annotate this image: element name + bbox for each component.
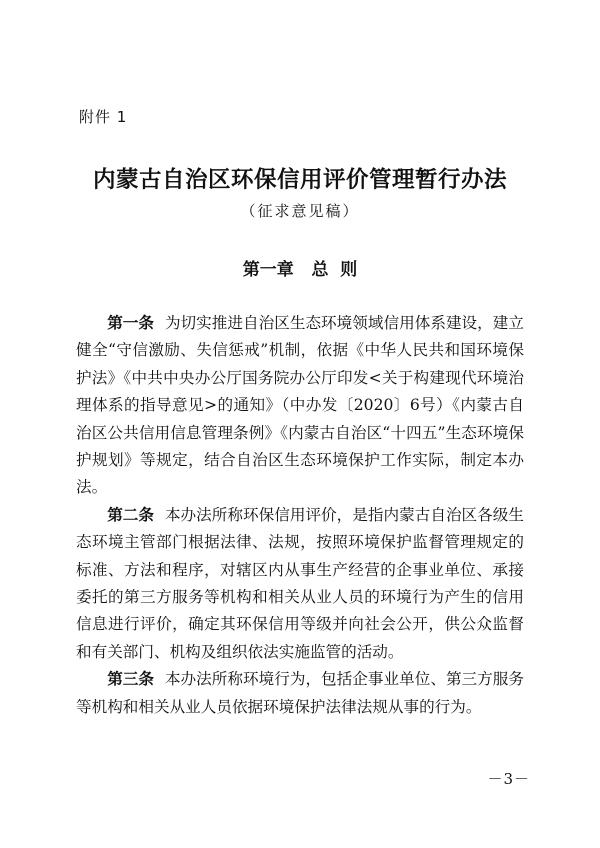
document-subtitle: （征求意见稿） [240,202,360,220]
article-text: 本办法所称环境行为，包括企事业单位、第三方服务等机构和相关从业人员依据环境保护法律法规从事的行为。 [76,670,524,716]
chapter-heading: 第一章 总 则 [242,260,358,280]
article-number: 第一条 [107,314,155,332]
article-3 [76,666,524,721]
attachment-label: 附件 1 [79,108,128,126]
document-body [76,310,524,721]
article-1 [76,310,524,502]
page-number: －3－ [487,770,530,788]
article-2 [76,502,524,666]
article-number: 第二条 [107,505,155,524]
article-text: 为切实推进自治区生态环境领域信用体系建设，建立健全“守信激励、失信惩戒”机制，依据《中华人民共和国环境保护法》《中共中央办公厅国务院办公厅印发<关于构建现代环境治理体系的指导意见>的通知》（中办发〔2020〕6号）《内蒙古自治区公共信用信息管理条例》《内蒙古自治区“十四五”生态环境保护规划》等规定，结合自治区生态环境保护工作实际，制定本办法。 [76,314,524,497]
article-number: 第三条 [107,670,155,689]
article-text: 本办法所称环保信用评价，是指内蒙古自治区各级生态环境主管部门根据法律、法规，按照环境保护监督管理规定的标准、方法和程序，对辖区内从事生产经营的企事业单位、承接委托的第三方服务等机构和相关从业人员的环境行为产生的信用信息进行评价，确定其环保信用等级并向社会公开，供公众监督和有关部门、机构及组织依法实施监管的活动。 [76,505,524,661]
document-title: 内蒙古自治区环保信用评价管理暂行办法 [92,167,507,193]
